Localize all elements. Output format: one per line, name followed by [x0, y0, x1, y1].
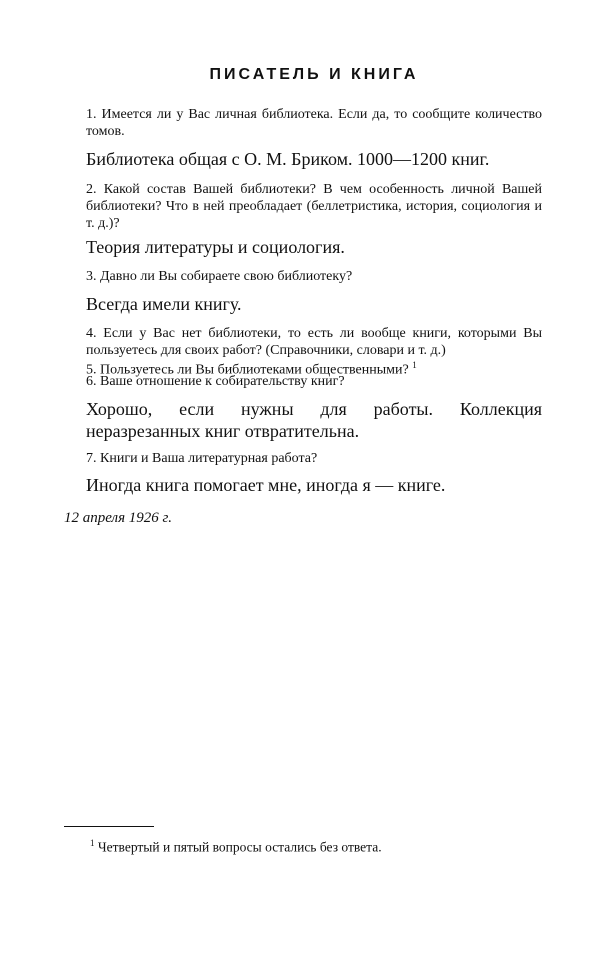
question-7: 7. Книги и Ваша литературная работа?	[86, 451, 318, 466]
question-6: 6. Ваше отношение к собирательству книг?	[86, 374, 345, 389]
footnote-text: Четвертый и пятый вопросы остались без ответа.	[97, 839, 382, 855]
answer-7: Иногда книга помогает мне, иногда я — книге.	[86, 475, 446, 495]
answer-2: Теория литературы и социология.	[86, 237, 345, 257]
footnote-marker: 1	[90, 838, 95, 848]
answer-1: Библиотека общая с О. М. Бриком. 1000—1200 книг.	[86, 149, 490, 169]
page-title: ПИСАТЕЛЬ И КНИГА	[209, 66, 419, 83]
question-4: 4. Если у Вас нет библиотеки, то есть ли вообще книги, которыми Вы пользуетесь для своих работ? (Справочники, словари и т. д.)	[86, 326, 542, 358]
answer-3: Всегда имели книгу.	[86, 294, 242, 314]
footnote-ref: 1	[412, 360, 417, 370]
footnote	[90, 838, 382, 856]
question-2: 2. Какой состав Вашей библиотеки? В чем особенность личной Вашей библиотеки? Что в ней преобладает (беллетристика, история, социология и т. д.)?	[86, 182, 542, 231]
question-1: 1. Имеется ли у Вас личная библиотека. Если да, то сообщите количество томов.	[86, 107, 542, 139]
footnote-divider	[64, 826, 154, 827]
answer-4-6: Хорошо, если нужны для работы. Коллекция неразрезанных книг отвратительна.	[86, 399, 542, 441]
date: 12 апреля 1926 г.	[64, 510, 172, 526]
question-3: 3. Давно ли Вы собираете свою библиотеку?	[86, 269, 353, 284]
question-5-text: 5. Пользуетесь ли Вы библиотеками общественными?	[86, 362, 409, 378]
